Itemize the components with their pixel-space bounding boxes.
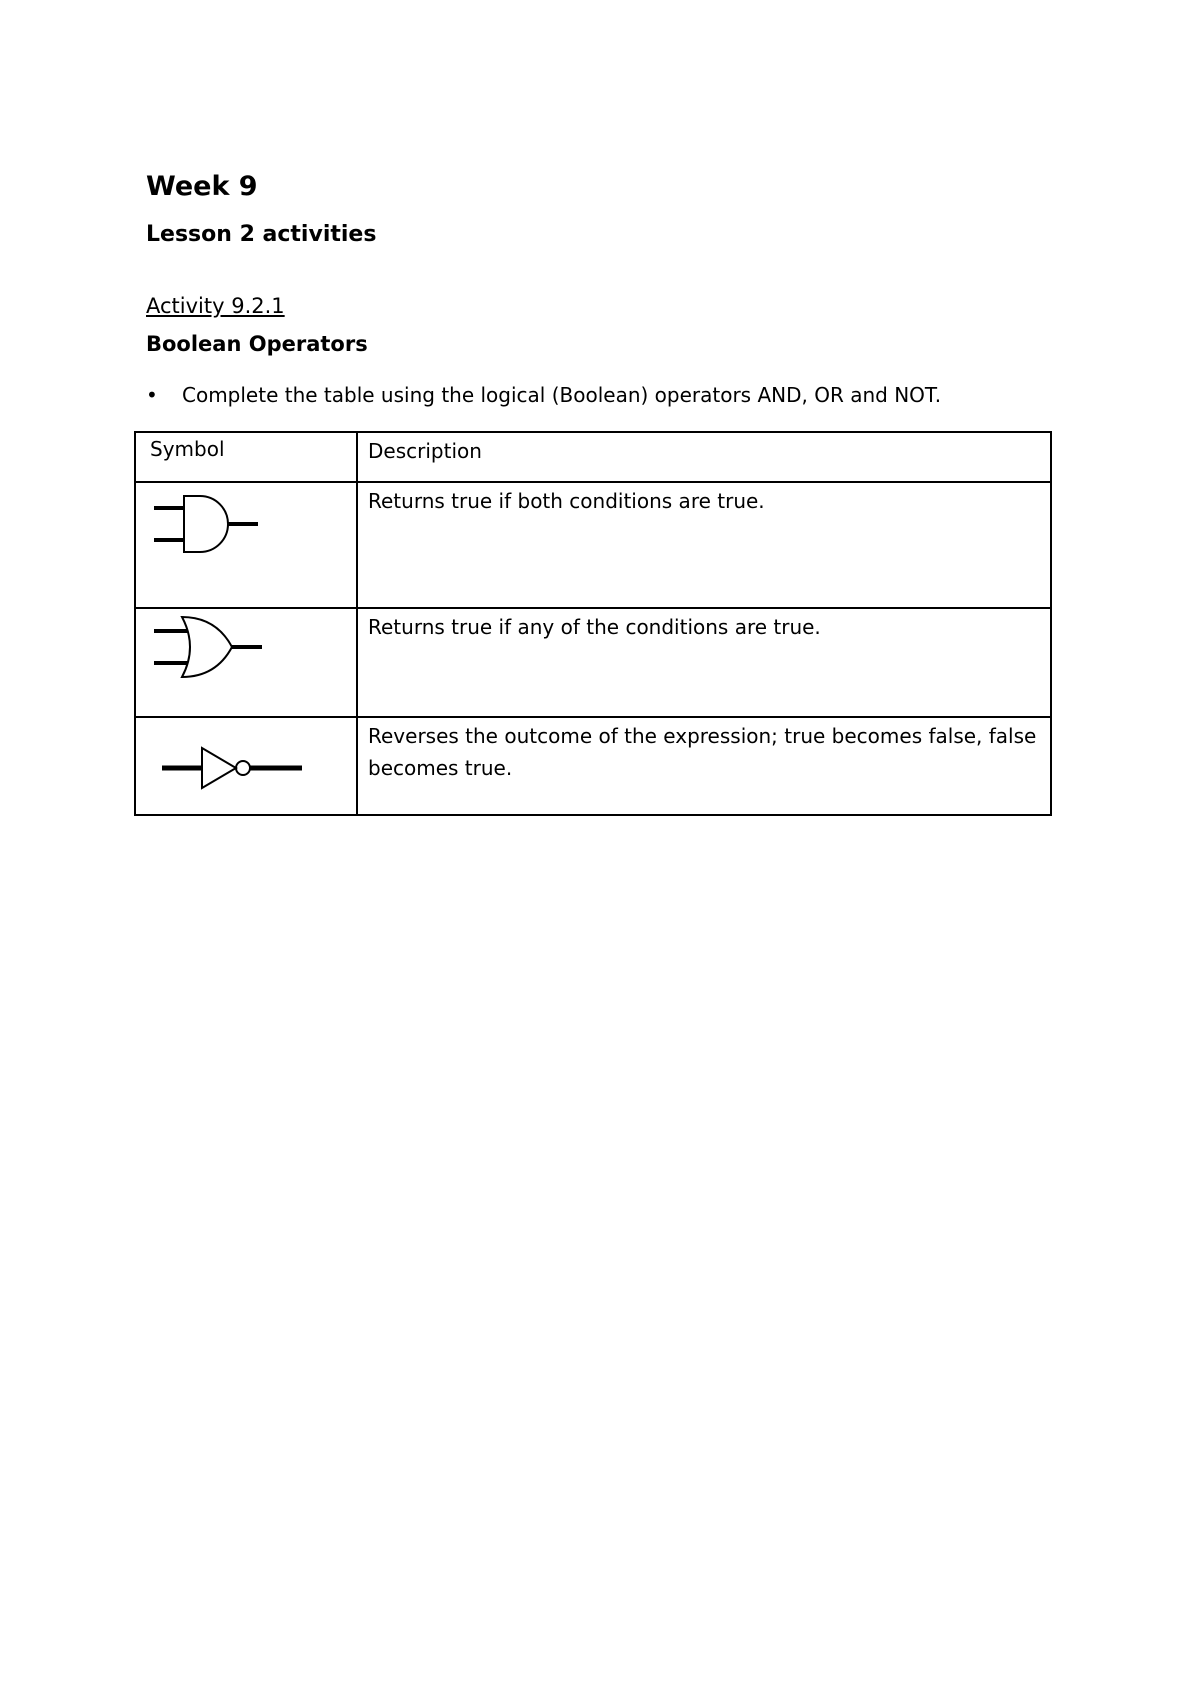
bullet-icon: • xyxy=(146,383,158,407)
or-gate-icon xyxy=(150,609,270,689)
table-header-row xyxy=(135,432,1051,482)
description-cell: Reverses the outcome of the expression; true becomes false, false becomes true. xyxy=(357,717,1051,815)
not-gate-icon xyxy=(150,718,310,798)
week-title: Week 9 xyxy=(146,171,258,202)
header-symbol: Symbol xyxy=(135,432,357,482)
table-row xyxy=(135,608,1051,717)
lesson-title: Lesson 2 activities xyxy=(146,222,377,247)
instruction-text: Complete the table using the logical (Boolean) operators AND, OR and NOT. xyxy=(182,383,942,407)
symbol-cell xyxy=(135,482,357,608)
header-description: Description xyxy=(357,432,1051,482)
symbol-cell xyxy=(135,717,357,815)
instruction-item xyxy=(146,381,941,409)
symbol-cell xyxy=(135,608,357,717)
activity-title: Boolean Operators xyxy=(146,332,368,356)
table-row xyxy=(135,717,1051,815)
and-gate-icon xyxy=(150,483,270,563)
description-cell: Returns true if both conditions are true. xyxy=(357,482,1051,608)
operators-table xyxy=(134,431,1052,816)
activity-id: Activity 9.2.1 xyxy=(146,294,285,318)
description-cell: Returns true if any of the conditions are true. xyxy=(357,608,1051,717)
table-row xyxy=(135,482,1051,608)
